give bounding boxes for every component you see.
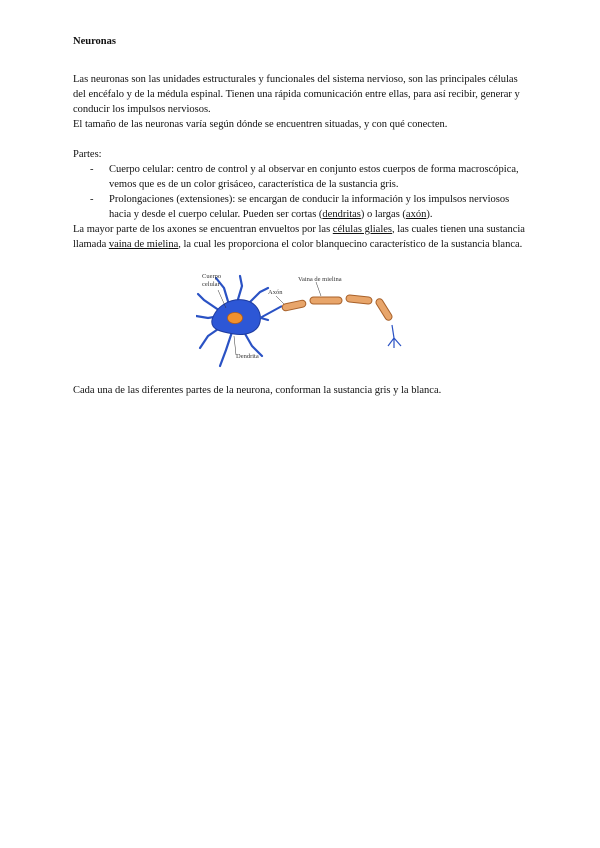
- axon-terminal: [388, 325, 401, 348]
- conclusion-paragraph: Cada una de las diferentes partes de la neurona, conforman la sustancia gris y la blanca.: [73, 385, 442, 396]
- label-cuerpo: Cuerpo: [202, 273, 222, 280]
- axon-hillock: [260, 306, 282, 318]
- parts-list: [73, 162, 528, 222]
- list-item: [73, 192, 528, 222]
- parts-heading: Partes:: [73, 149, 102, 160]
- label-dendrita: Dendrita: [236, 353, 259, 360]
- neuron-diagram: [196, 270, 411, 375]
- intro-paragraph: Las neuronas son las unidades estructurales y funcionales del sistema nervioso, son las principales células del encéfalo y de la médula espinal. Tienen una rápida comunicación entre ellas, para así recibir, generar y conducir los impulsos nerviosos.: [73, 74, 520, 115]
- label-axon: Axón: [268, 289, 283, 296]
- list-item-text: Cuerpo celular: centro de control y al observar en conjunto estos cuerpos de forma macroscópica, vemos que es de un color grisáceo, característica de la sustancia gris.: [109, 164, 519, 190]
- vaina-mielina-text: vaina de mielina: [108, 239, 179, 250]
- label-vaina-mielina: Vaina de mielina: [298, 276, 342, 283]
- list-bullet: -: [90, 194, 94, 205]
- axon-link: axón: [405, 209, 427, 220]
- list-item: [73, 162, 528, 192]
- list-item-text: Prolongaciones (extensiones): se encargan de conducir la información y los impulsos nerviosos hacia y desde el cuerpo celular. Pueden ser cortas (dendritas) o largas (axón).: [109, 194, 510, 220]
- label-celular: celular: [202, 281, 220, 288]
- page-title: Neuronas: [73, 36, 116, 47]
- myelin-sheath: [282, 295, 394, 322]
- nucleus: [228, 313, 243, 324]
- dendritas-link: dendritas: [322, 209, 361, 220]
- size-paragraph: El tamaño de las neuronas varía según dónde se encuentren situadas, y con qué conecten.: [73, 119, 448, 130]
- celulas-gliales-text: células gliales: [332, 224, 392, 235]
- axons-paragraph: La mayor parte de los axones se encuentran envueltos por las células gliales, las cuales tienen una sustancia llamada vaina de mielina, la cual les proporciona el color blanquecino característico de la sustancia blanca.: [73, 224, 525, 250]
- list-bullet: -: [90, 164, 94, 175]
